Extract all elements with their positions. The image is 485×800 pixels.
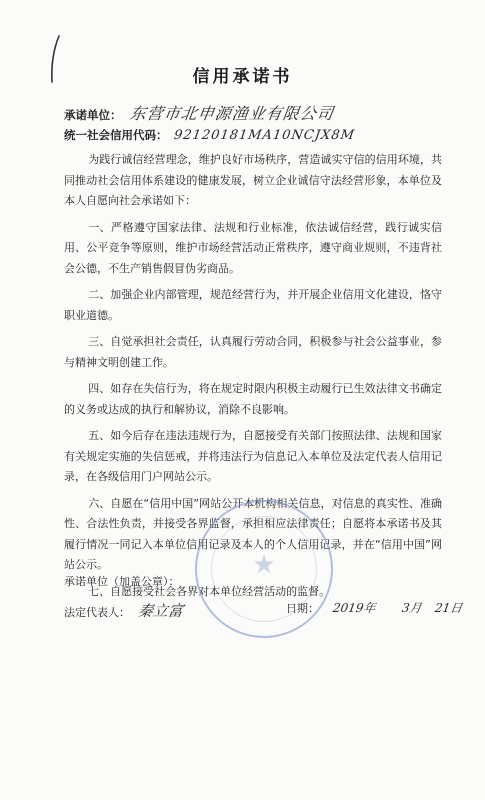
credit-code-label: 统一社会信用代码： (64, 128, 168, 142)
credit-code-row (64, 127, 455, 143)
document-title: 信用承诺书 (192, 67, 293, 87)
pledge-item-5: 五、如今后存在违法违规行为，自愿接受有关部门按照法律、法规和国家有关规定实施的失信惩戒，并将违法行为信息记入本单位及法定代表人信用记录，在各级信用门户网站公示。 (64, 429, 442, 483)
pledging-unit-row (64, 101, 455, 124)
pledge-item-1: 一、严格遵守国家法律、法规和行业标准，依法诚信经营，践行诚实信用、公平竞争等原则，维护市场经营活动正常秩序，遵守商业规则，不违背社会公德，不生产销售假冒伪劣商品。 (64, 220, 442, 275)
intro-paragraph: 为践行诚信经营理念，维护良好市场秩序，营造诚实守信的信用环境，共同推动社会信用体系建设的健康发展，树立企业诚信守法经营形象，本单位及本人自愿向社会承诺如下： (64, 153, 442, 207)
pledge-item-3: 三、自觉承担社会责任，认真履行劳动合同，积极参与社会公益事业，参与精神文明创建工作。 (64, 335, 442, 369)
date-label: 日期： (286, 602, 319, 615)
date-day: 21日 (434, 601, 464, 615)
credit-code-handwriting: 92120181MA10NCJX8M (172, 128, 356, 143)
pledging-unit-handwriting: 东营市北申源渔业有限公司 (128, 104, 335, 123)
seal-star-icon: ★ (252, 550, 276, 580)
legal-representative-signature: 秦立富 (136, 602, 185, 620)
pledge-item-4: 四、如存在失信行为，将在规定时限内积极主动履行已生效法律文书确定的义务或达成的执行和解协议，消除不良影响。 (64, 382, 442, 416)
legal-representative-row (64, 600, 183, 621)
date-month: 3月 (400, 601, 423, 615)
official-seal-stamp (195, 500, 333, 638)
seal-line: 承诺单位（加盖公章）： (64, 575, 180, 588)
pledge-item-6: 六、自愿在“信用中国”网站公开本机构相关信息，对信息的真实性、准确性、合法性负责，并接受各界监督，承担相应法律责任；自愿将本承诺书及其履行情况一同记入本单位信用记录及本人的个人信用记录，并在“信用中国”网站公示。 (64, 496, 442, 571)
pledge-item-7: 七、自愿接受社会各界对本单位经营活动的监督。 (88, 584, 331, 598)
pledge-item-2: 二、加强企业内部管理，规范经营行为，并开展企业信用文化建设，恪守职业道德。 (64, 288, 442, 322)
date-row (286, 599, 462, 616)
date-year: 2019年 (331, 601, 377, 615)
legal-representative-label: 法定代表人： (64, 606, 130, 619)
pledging-unit-label: 承诺单位： (64, 108, 122, 122)
